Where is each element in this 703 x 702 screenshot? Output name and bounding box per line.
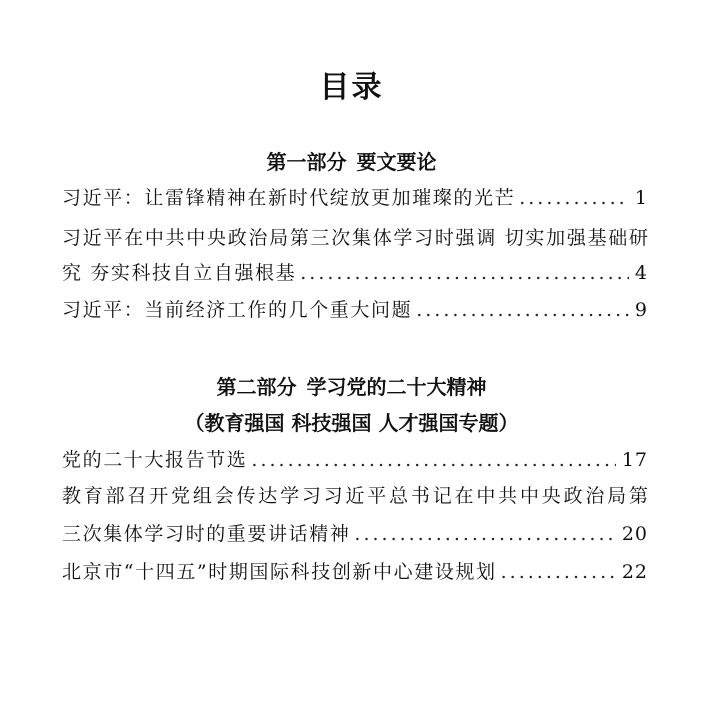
toc-entry-title: 党的二十大报告节选	[62, 449, 248, 471]
toc-entry-title: 北京市“十四五”时期国际科技创新中心建设规划	[62, 561, 497, 583]
toc-entry[interactable]	[62, 183, 648, 213]
toc-entry-title-line1: 教育部召开党组会传达学习习近平总书记在中共中央政治局第	[62, 485, 648, 507]
toc-entry-page: 9	[634, 299, 648, 321]
toc-entry[interactable]	[62, 519, 648, 549]
toc-entry-line1[interactable]	[62, 223, 648, 253]
part1-heading	[0, 146, 703, 175]
part2-topic: （教育强国 科技强国 人才强国专题）	[184, 411, 519, 435]
toc-title: 目录	[319, 70, 384, 105]
part2-heading	[0, 371, 703, 400]
part1-heading-label: 第一部分	[266, 150, 347, 174]
part1-heading-subtitle: 要文要论	[356, 150, 437, 174]
toc-entry[interactable]	[62, 557, 648, 587]
toc-entry-title: 三次集体学习时的重要讲话精神	[62, 523, 351, 545]
toc-entry-page: 4	[634, 262, 648, 284]
dot-leader	[416, 295, 629, 325]
part2-heading-label: 第二部分	[216, 375, 297, 399]
toc-entry[interactable]	[62, 445, 648, 475]
toc-entry-title: 习近平：让雷锋精神在新时代绽放更加璀璨的光芒	[62, 187, 516, 209]
toc-entry-page: 20	[621, 523, 648, 545]
dot-leader	[519, 183, 629, 213]
toc-entry[interactable]	[62, 295, 648, 325]
toc-entry-page: 22	[621, 561, 648, 583]
dot-leader	[354, 519, 615, 549]
dot-leader	[251, 445, 615, 475]
part2-heading-subtitle: 学习党的二十大精神	[306, 375, 487, 399]
toc-entry-title: 习近平：当前经济工作的几个重大问题	[62, 299, 413, 321]
toc-entry-line1[interactable]	[62, 481, 648, 511]
toc-entry-title: 究 夯实科技自立自强根基	[62, 262, 297, 284]
dot-leader	[501, 557, 616, 587]
toc-entry[interactable]	[62, 258, 648, 288]
dot-leader	[300, 258, 629, 288]
toc-entry-page: 1	[634, 187, 648, 209]
toc-entry-page: 17	[621, 449, 648, 471]
toc-entry-title-line1: 习近平在中共中央政治局第三次集体学习时强调 切实加强基础研	[62, 227, 648, 249]
